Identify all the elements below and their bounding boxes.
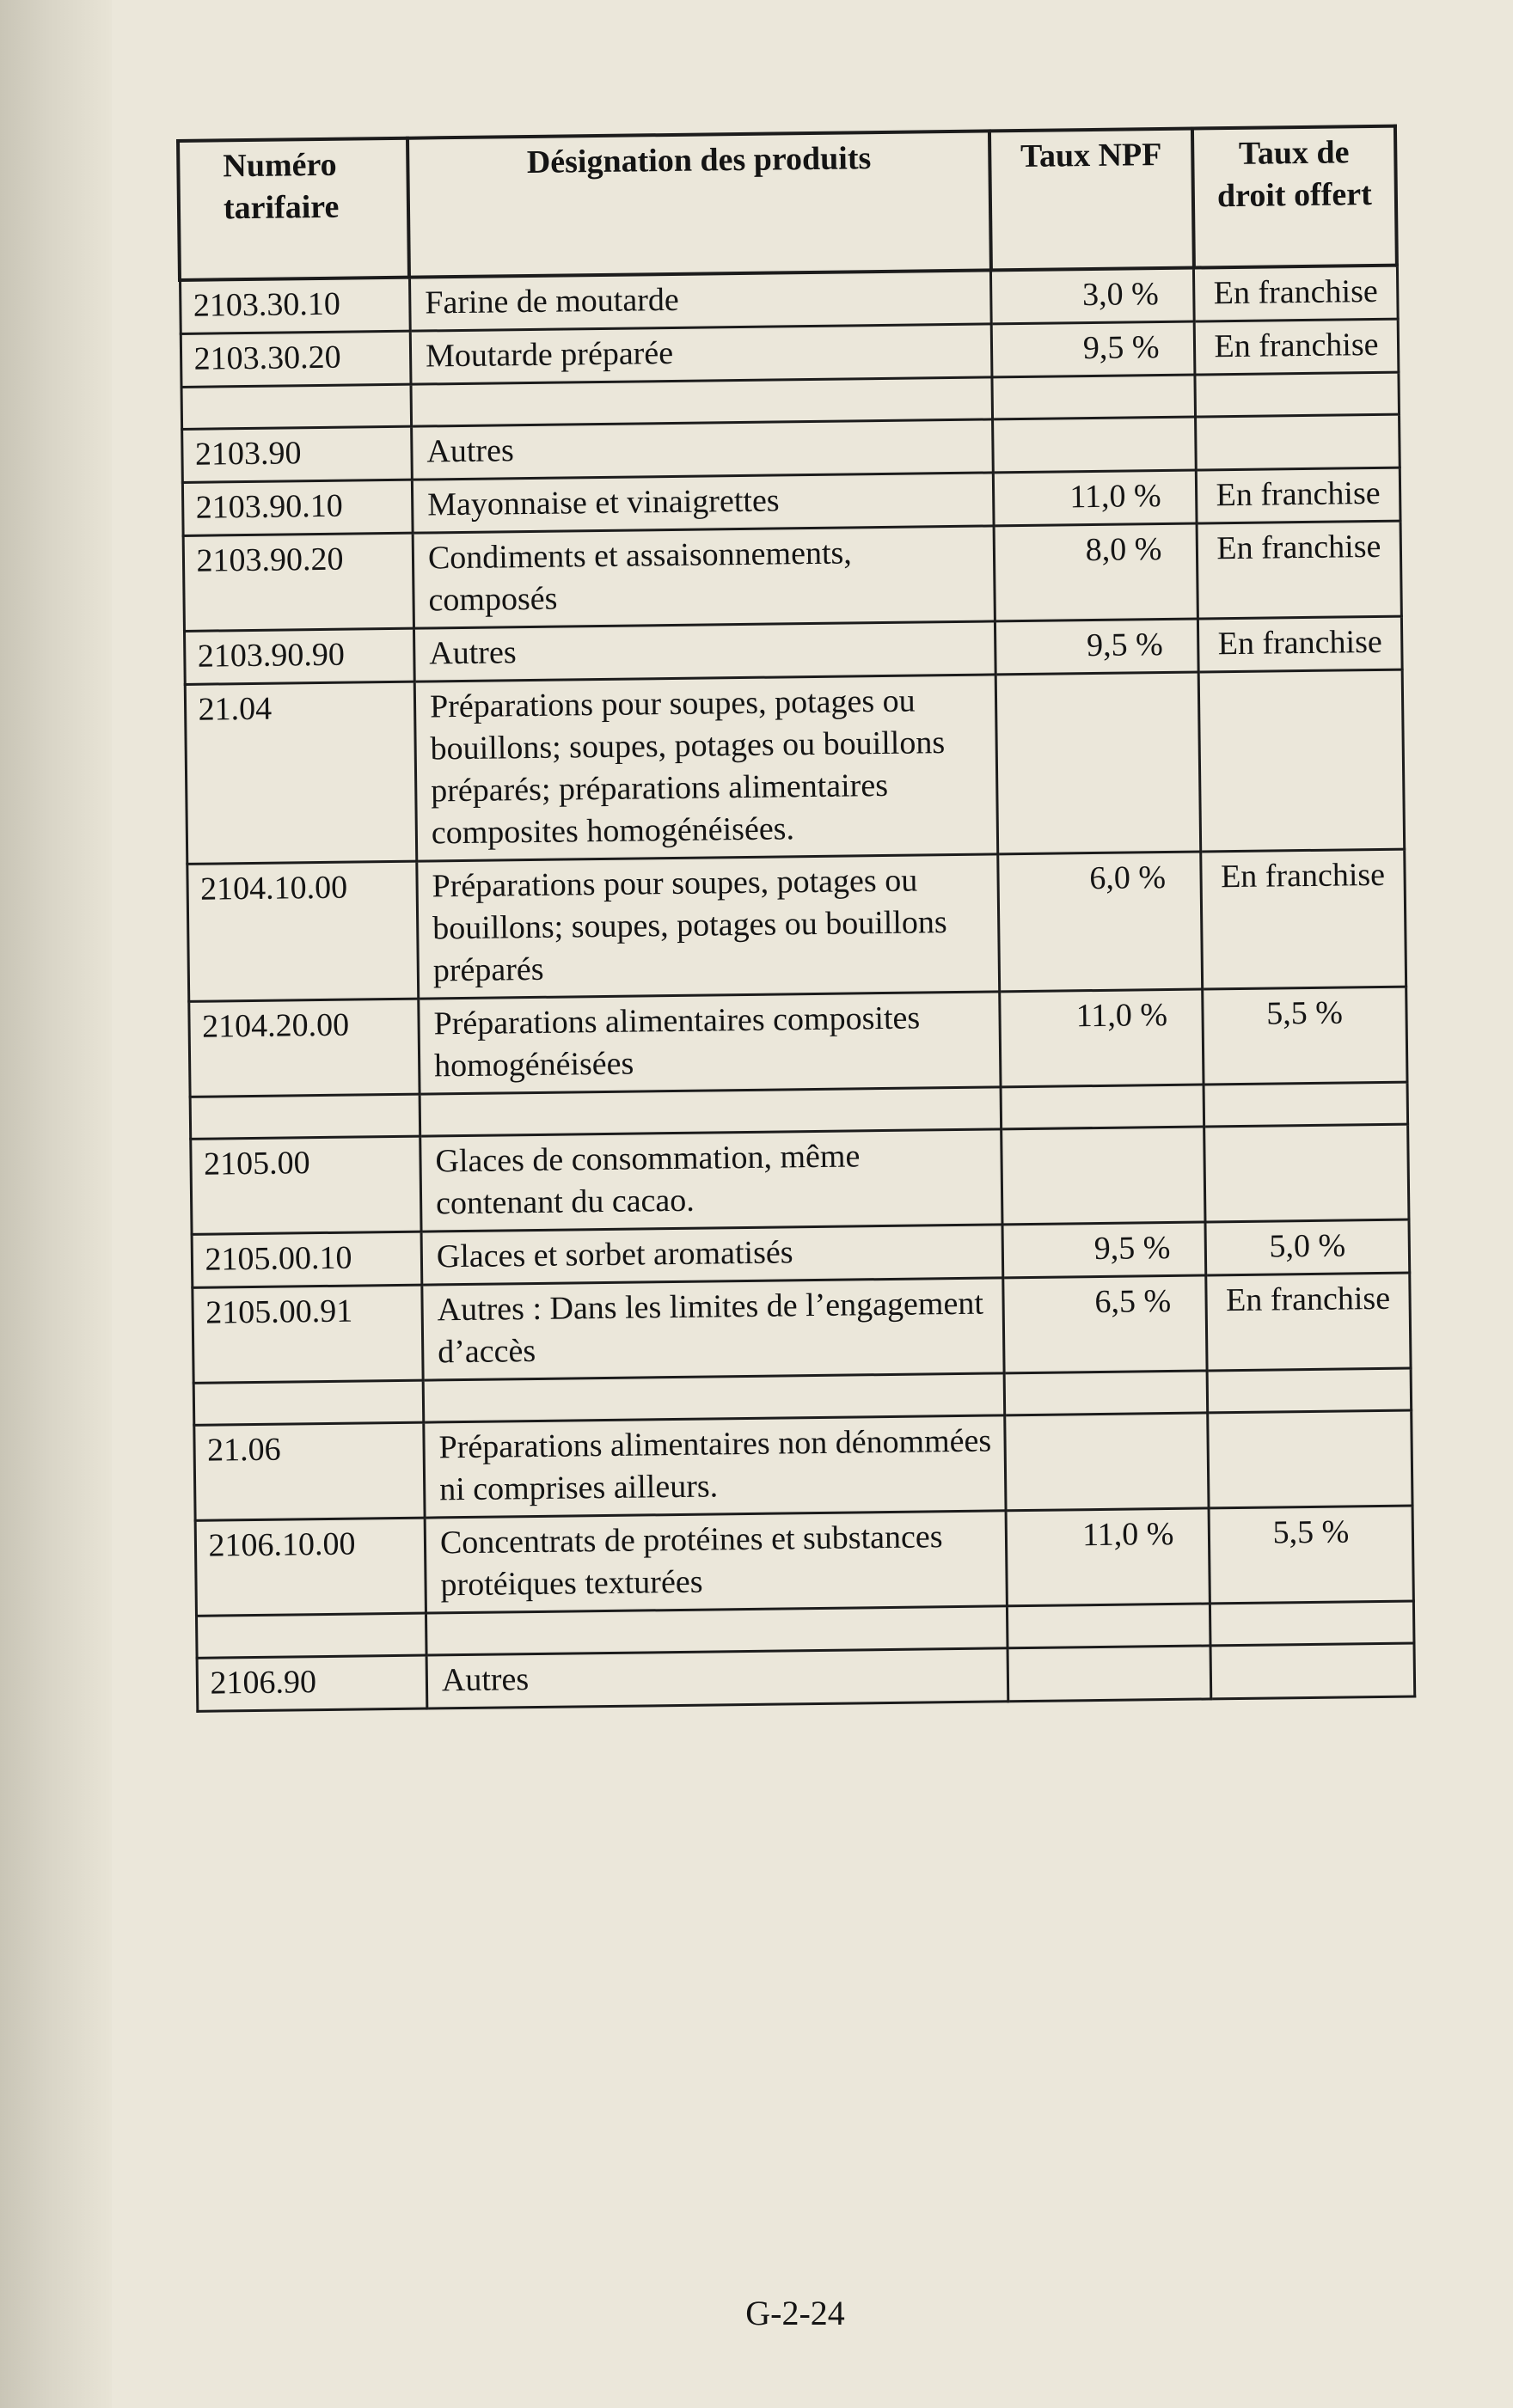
product-description: Mayonnaise et vinaigrettes xyxy=(412,473,994,533)
mfn-rate xyxy=(1005,1413,1209,1511)
offered-rate: 5,0 % xyxy=(1205,1219,1409,1275)
tariff-code: 2103.30.10 xyxy=(180,278,410,334)
header-row xyxy=(178,126,1397,280)
product-description: Préparations alimentaires composites homogénéisées xyxy=(419,992,1002,1094)
table-row xyxy=(192,1273,1410,1383)
offered-rate: 5,5 % xyxy=(1203,987,1406,1085)
offered-rate: En franchise xyxy=(1195,319,1399,375)
offered-rate: En franchise xyxy=(1198,521,1401,619)
tariff-code xyxy=(196,1613,426,1658)
offered-rate: En franchise xyxy=(1197,468,1400,523)
product-description: Glaces et sorbet aromatisés xyxy=(421,1225,1003,1285)
table-body xyxy=(180,266,1414,1712)
product-description xyxy=(423,1373,1005,1422)
product-description: Glaces de consommation, même contenant du cacao. xyxy=(420,1129,1003,1232)
mfn-rate: 6,5 % xyxy=(1003,1275,1207,1373)
table-header xyxy=(178,126,1397,280)
offered-rate: 5,5 % xyxy=(1210,1506,1413,1604)
product-description: Condiments et assaisonnements, composés xyxy=(413,526,995,628)
mfn-rate xyxy=(1008,1646,1212,1702)
mfn-rate xyxy=(1002,1085,1205,1129)
offered-rate: En franchise xyxy=(1201,849,1406,989)
mfn-rate xyxy=(992,375,1196,419)
mfn-rate xyxy=(1002,1127,1205,1225)
mfn-rate: 8,0 % xyxy=(995,523,1198,621)
product-description: Préparations pour soupes, potages ou bouillons; soupes, potages ou bouillons préparés; préparations alimentaires composites homogénéisées. xyxy=(414,675,998,861)
offered-rate: En franchise xyxy=(1206,1273,1410,1371)
mfn-rate: 9,5 % xyxy=(992,321,1196,377)
offered-rate xyxy=(1204,1124,1408,1222)
product-description: Préparations pour soupes, potages ou bouillons; soupes, potages ou bouillons préparés xyxy=(417,854,1000,999)
offered-rate xyxy=(1208,1410,1412,1508)
mfn-rate: 3,0 % xyxy=(991,268,1195,324)
header-mfn-rate: Taux NPF xyxy=(989,129,1194,271)
mfn-rate xyxy=(996,672,1202,854)
tariff-code: 2103.90.10 xyxy=(182,480,413,535)
product-description xyxy=(420,1087,1002,1136)
offered-rate xyxy=(1208,1368,1412,1413)
header-tariff-number: Numéro tarifaire xyxy=(178,138,409,280)
product-description: Autres : Dans les limites de l’engagement d’accès xyxy=(422,1278,1005,1380)
product-description: Farine de moutarde xyxy=(409,270,991,331)
mfn-rate: 11,0 % xyxy=(994,470,1198,526)
tariff-code: 2105.00 xyxy=(190,1136,421,1234)
table-row xyxy=(190,1124,1408,1234)
table-row xyxy=(193,1410,1412,1520)
offered-rate xyxy=(1204,1082,1408,1127)
offered-rate xyxy=(1199,669,1405,852)
tariff-code: 21.04 xyxy=(185,681,417,864)
tariff-code xyxy=(181,384,412,429)
tariff-code: 2105.00.91 xyxy=(192,1285,423,1383)
product-description: Concentrats de protéines et substances protéiques texturées xyxy=(425,1511,1008,1613)
book-binding-shadow xyxy=(0,0,112,2408)
tariff-code xyxy=(190,1094,420,1139)
table-row xyxy=(185,669,1404,864)
tariff-code: 2104.20.00 xyxy=(188,999,420,1097)
mfn-rate: 9,5 % xyxy=(995,619,1199,675)
product-description: Autres xyxy=(426,1648,1008,1708)
tariff-code: 2103.30.20 xyxy=(181,331,411,387)
offered-rate xyxy=(1210,1643,1414,1699)
product-description: Autres xyxy=(413,621,995,681)
tariff-code: 21.06 xyxy=(193,1422,425,1520)
tariff-table xyxy=(176,125,1416,1713)
mfn-rate: 9,5 % xyxy=(1002,1222,1206,1278)
tariff-code: 2106.90 xyxy=(197,1655,427,1711)
offered-rate: En franchise xyxy=(1198,616,1402,672)
table-row xyxy=(195,1506,1413,1616)
tariff-code: 2103.90.90 xyxy=(184,628,414,684)
table-row xyxy=(183,521,1401,631)
offered-rate: En franchise xyxy=(1194,266,1398,321)
mfn-rate: 6,0 % xyxy=(998,852,1203,992)
header-offered-rate: Taux de droit offert xyxy=(1192,126,1397,268)
header-description: Désignation des produits xyxy=(407,131,990,277)
mfn-rate xyxy=(993,417,1197,473)
tariff-code: 2103.90 xyxy=(181,426,412,482)
product-description: Autres xyxy=(412,419,994,480)
product-description: Moutarde préparée xyxy=(410,324,992,384)
offered-rate xyxy=(1210,1601,1414,1646)
tariff-code: 2105.00.10 xyxy=(192,1232,422,1287)
tariff-code xyxy=(193,1380,424,1425)
table-row xyxy=(188,987,1406,1097)
mfn-rate: 11,0 % xyxy=(1007,1508,1210,1606)
tariff-code: 2106.10.00 xyxy=(195,1518,426,1616)
mfn-rate xyxy=(1008,1604,1211,1648)
offered-rate xyxy=(1196,414,1400,470)
product-description: Préparations alimentaires non dénommées ni comprises ailleurs. xyxy=(424,1415,1007,1518)
tariff-code: 2103.90.20 xyxy=(183,533,414,631)
table-row xyxy=(187,849,1406,1001)
product-description xyxy=(411,377,993,426)
mfn-rate: 11,0 % xyxy=(1000,989,1204,1087)
product-description xyxy=(426,1606,1008,1655)
page-number: G-2-24 xyxy=(745,2294,845,2332)
tariff-code: 2104.10.00 xyxy=(187,861,418,1001)
offered-rate xyxy=(1195,372,1399,417)
mfn-rate xyxy=(1005,1371,1209,1415)
